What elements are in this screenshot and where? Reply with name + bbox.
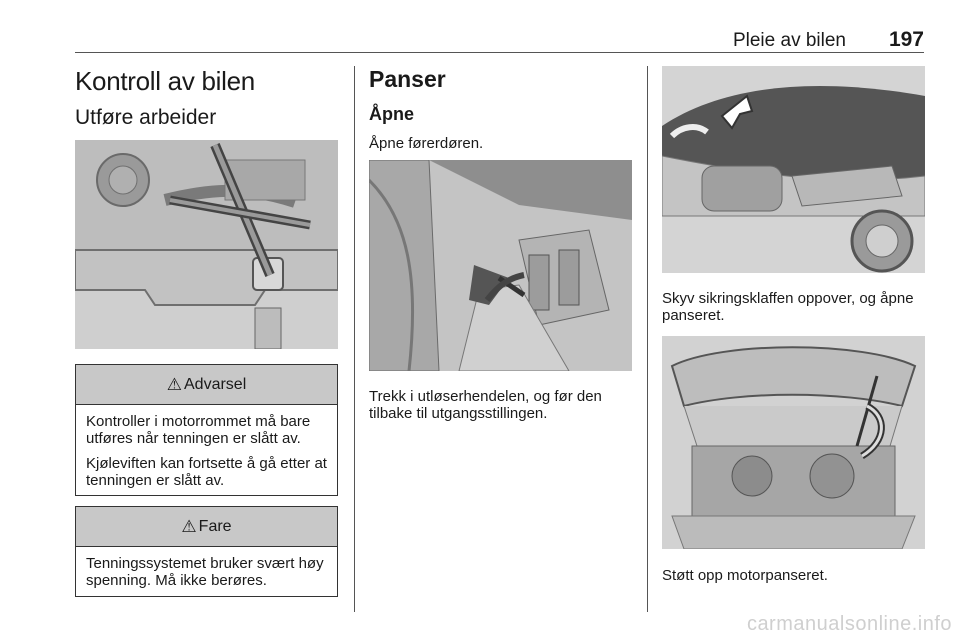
warning-text: Kjøleviften kan fortsette å gå etter at tenningen er slått av. [86, 455, 327, 489]
danger-header [76, 507, 337, 547]
instruction-step: Åpne førerdøren. [369, 135, 484, 152]
column-divider [354, 66, 355, 612]
hood-prop-rod-illustration [662, 336, 925, 549]
warning-header [76, 365, 337, 405]
header-rule [75, 52, 924, 53]
warning-text: Kontroller i motorrommet må bare utføres når tenningen er slått av. [86, 413, 311, 447]
warning-box [75, 364, 338, 496]
warning-triangle-icon: ⚠ [181, 516, 197, 536]
instruction-step: Trekk i utløserhendelen, og før den tilbake til utgangsstillingen. [369, 388, 602, 422]
column-divider [647, 66, 648, 612]
page-number: 197 [888, 28, 924, 51]
instruction-step: Støtt opp motorpanseret. [662, 567, 828, 584]
danger-body [76, 547, 337, 589]
hood-safety-catch-illustration [662, 66, 925, 273]
warning-body [76, 405, 337, 489]
section-title: Pleie av bilen [732, 30, 846, 51]
engine-bay-illustration [75, 140, 338, 349]
danger-text: Tenningssystemet bruker svært høy spenning. Må ikke berøres. [86, 555, 324, 589]
watermark: carmanualsonline.info [746, 613, 952, 635]
section-title-hood: Panser [369, 66, 446, 92]
section-subtitle: Utføre arbeider [75, 106, 217, 129]
danger-box [75, 506, 338, 597]
page-header [75, 26, 924, 52]
hood-release-lever-illustration [369, 160, 632, 371]
instruction-step: Skyv sikringsklaffen oppover, og åpne panseret. [662, 290, 914, 324]
warning-triangle-icon: ⚠ [166, 374, 182, 394]
chapter-title: Kontroll av bilen [75, 66, 255, 96]
subsection-title-open: Åpne [369, 104, 414, 124]
warning-label: Advarsel [184, 375, 247, 393]
danger-label: Fare [198, 517, 232, 535]
